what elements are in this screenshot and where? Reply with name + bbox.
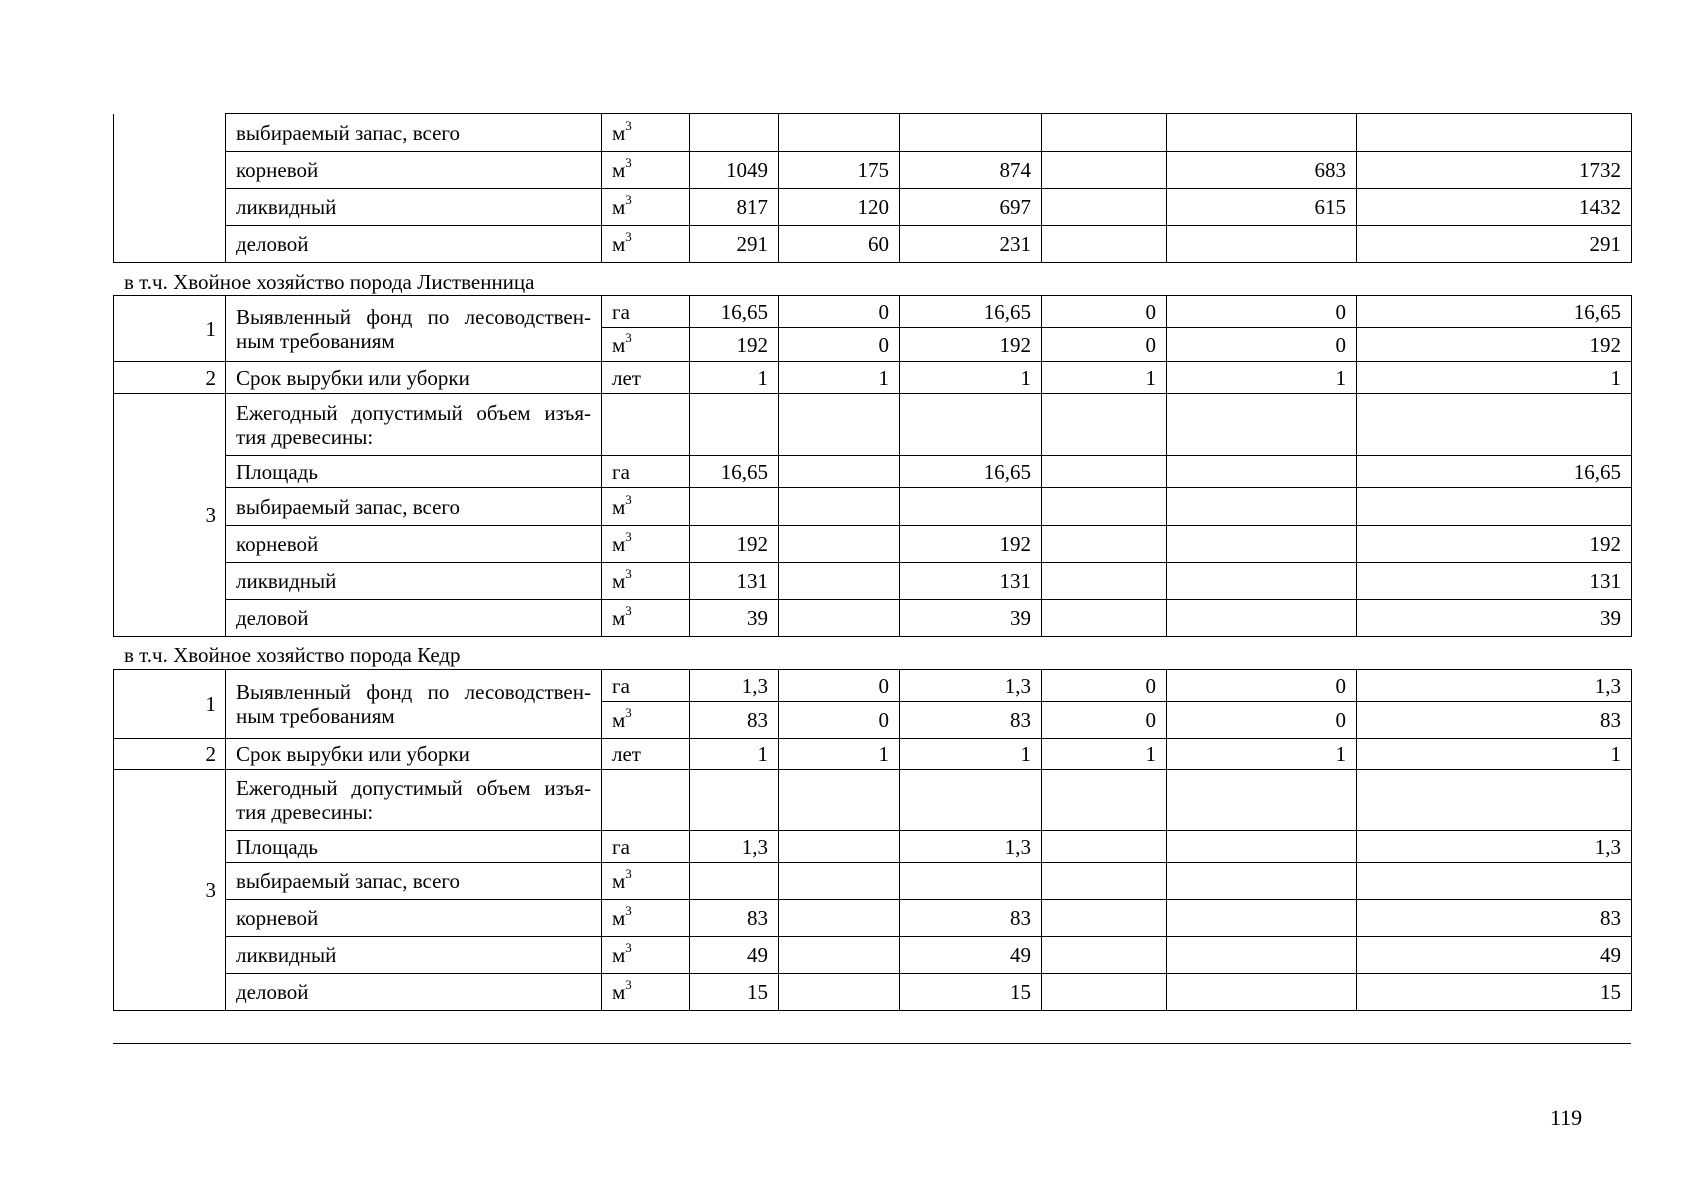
value-cell: [1042, 488, 1167, 526]
value-cell: [1167, 937, 1357, 974]
value-cell: 615: [1167, 189, 1357, 226]
table-row: [114, 600, 1632, 637]
unit-cell: $м^3$: [602, 114, 690, 152]
value-cell: [779, 394, 900, 456]
top-table: [113, 113, 1632, 263]
value-cell: [1042, 152, 1167, 189]
row-label: Выявленный фонд по лесоводствен-ным требованиям: [226, 670, 602, 739]
table-row: [114, 974, 1632, 1011]
value-cell: 16,65: [690, 456, 779, 488]
value-cell: 175: [779, 152, 900, 189]
page-number: 119: [1550, 1105, 1583, 1130]
value-cell: 16,65: [1357, 296, 1632, 328]
table-row: [114, 152, 1632, 189]
value-cell: [779, 488, 900, 526]
unit-cell: $м^3$: [602, 189, 690, 226]
value-cell: [1042, 526, 1167, 563]
value-cell: 39: [900, 600, 1042, 637]
value-cell: [1167, 394, 1357, 456]
value-cell: [779, 526, 900, 563]
table-row: [114, 863, 1632, 900]
row-label: корневой: [226, 152, 602, 189]
value-cell: 1049: [690, 152, 779, 189]
unit-cell: $м^3$: [602, 563, 690, 600]
value-cell: 0: [1167, 328, 1357, 362]
value-cell: [1042, 456, 1167, 488]
value-cell: 291: [690, 226, 779, 263]
table-row: [114, 488, 1632, 526]
value-cell: [900, 863, 1042, 900]
value-cell: 697: [900, 189, 1042, 226]
section-table: [113, 295, 1632, 637]
row-label: ликвидный: [226, 937, 602, 974]
unit-cell: га: [602, 296, 690, 328]
value-cell: [1167, 526, 1357, 563]
value-cell: 49: [1357, 937, 1632, 974]
value-cell: [1167, 114, 1357, 152]
unit-cell: га: [602, 456, 690, 488]
bottom-rule: [113, 1043, 1631, 1044]
value-cell: 49: [900, 937, 1042, 974]
value-cell: 0: [779, 702, 900, 739]
section-table: [113, 669, 1632, 1011]
value-cell: 0: [779, 296, 900, 328]
section-title: в т.ч. Хвойное хозяйство порода Кедр: [124, 643, 461, 667]
row-number: 2: [114, 362, 226, 394]
row-label: выбираемый запас, всего: [226, 863, 602, 900]
value-cell: [1042, 900, 1167, 937]
table-row: [114, 114, 1632, 152]
value-cell: 0: [1042, 328, 1167, 362]
value-cell: [1167, 600, 1357, 637]
value-cell: [1167, 831, 1357, 863]
value-cell: 83: [1357, 900, 1632, 937]
value-cell: [690, 114, 779, 152]
value-cell: 683: [1167, 152, 1357, 189]
value-cell: [779, 770, 900, 831]
row-label: корневой: [226, 900, 602, 937]
value-cell: 1,3: [900, 831, 1042, 863]
value-cell: 60: [779, 226, 900, 263]
unit-cell: $м^3$: [602, 974, 690, 1011]
value-cell: [1167, 488, 1357, 526]
unit-cell: га: [602, 831, 690, 863]
unit-cell: $м^3$: [602, 863, 690, 900]
value-cell: [900, 114, 1042, 152]
value-cell: 192: [1357, 328, 1632, 362]
value-cell: [1042, 937, 1167, 974]
value-cell: [1167, 863, 1357, 900]
value-cell: [900, 488, 1042, 526]
value-cell: 83: [900, 900, 1042, 937]
row-label: ликвидный: [226, 563, 602, 600]
unit-cell: $м^3$: [602, 328, 690, 362]
unit-cell: га: [602, 670, 690, 702]
table-row: [114, 526, 1632, 563]
row-label: выбираемый запас, всего: [226, 114, 602, 152]
value-cell: 15: [690, 974, 779, 1011]
value-cell: 16,65: [900, 456, 1042, 488]
table-row: [114, 563, 1632, 600]
value-cell: 16,65: [900, 296, 1042, 328]
row-label: деловой: [226, 974, 602, 1011]
table-row: [114, 670, 1632, 702]
unit-cell: $м^3$: [602, 488, 690, 526]
value-cell: 39: [1357, 600, 1632, 637]
value-cell: [779, 900, 900, 937]
value-cell: 192: [1357, 526, 1632, 563]
value-cell: 0: [1167, 670, 1357, 702]
unit-cell: $м^3$: [602, 600, 690, 637]
value-cell: 83: [690, 900, 779, 937]
value-cell: 1,3: [690, 831, 779, 863]
value-cell: [1042, 394, 1167, 456]
row-number: 1: [114, 296, 226, 362]
value-cell: [1167, 226, 1357, 263]
value-cell: [1042, 226, 1167, 263]
value-cell: 1732: [1357, 152, 1632, 189]
value-cell: [1357, 394, 1632, 456]
row-label: корневой: [226, 526, 602, 563]
value-cell: [900, 394, 1042, 456]
row-label: Срок вырубки или уборки: [226, 739, 602, 770]
value-cell: 1: [690, 739, 779, 770]
value-cell: [1042, 863, 1167, 900]
table-row: [114, 362, 1632, 394]
value-cell: [779, 114, 900, 152]
value-cell: [1167, 456, 1357, 488]
value-cell: 1,3: [1357, 831, 1632, 863]
value-cell: 192: [690, 526, 779, 563]
table-row: [114, 456, 1632, 488]
table-row: [114, 831, 1632, 863]
row-number: 3: [114, 394, 226, 637]
unit-cell: лет: [602, 739, 690, 770]
value-cell: [779, 831, 900, 863]
value-cell: 83: [1357, 702, 1632, 739]
value-cell: 192: [900, 328, 1042, 362]
value-cell: 83: [690, 702, 779, 739]
row-number-cell: [114, 114, 226, 263]
unit-cell: $м^3$: [602, 702, 690, 739]
value-cell: [1042, 600, 1167, 637]
value-cell: 16,65: [690, 296, 779, 328]
value-cell: [900, 770, 1042, 831]
value-cell: 1: [1357, 739, 1632, 770]
row-number: 2: [114, 739, 226, 770]
row-label: Площадь: [226, 831, 602, 863]
value-cell: [1042, 114, 1167, 152]
value-cell: 49: [690, 937, 779, 974]
value-cell: 120: [779, 189, 900, 226]
value-cell: 0: [1167, 296, 1357, 328]
table-row: [114, 189, 1632, 226]
unit-cell: $м^3$: [602, 226, 690, 263]
value-cell: 231: [900, 226, 1042, 263]
value-cell: [690, 394, 779, 456]
value-cell: [1167, 770, 1357, 831]
value-cell: 1: [1042, 739, 1167, 770]
value-cell: 874: [900, 152, 1042, 189]
table-row: [114, 900, 1632, 937]
value-cell: [690, 488, 779, 526]
unit-cell: $м^3$: [602, 152, 690, 189]
value-cell: 1: [1167, 362, 1357, 394]
value-cell: 0: [1167, 702, 1357, 739]
value-cell: [1357, 488, 1632, 526]
value-cell: [690, 770, 779, 831]
value-cell: 1: [1042, 362, 1167, 394]
value-cell: [1357, 114, 1632, 152]
value-cell: 1: [1357, 362, 1632, 394]
value-cell: [1042, 770, 1167, 831]
value-cell: 15: [900, 974, 1042, 1011]
value-cell: 0: [1042, 670, 1167, 702]
value-cell: 1,3: [1357, 670, 1632, 702]
row-heading: Ежегодный допустимый объем изъя-тия древесины:: [226, 770, 602, 831]
section-title: в т.ч. Хвойное хозяйство порода Лиственница: [124, 270, 535, 294]
row-label: Выявленный фонд по лесоводствен-ным требованиям: [226, 296, 602, 362]
row-heading: Ежегодный допустимый объем изъя-тия древесины:: [226, 394, 602, 456]
value-cell: [779, 456, 900, 488]
value-cell: 1: [779, 739, 900, 770]
unit-cell: [602, 394, 690, 456]
value-cell: [1042, 831, 1167, 863]
value-cell: 1: [1167, 739, 1357, 770]
value-cell: 39: [690, 600, 779, 637]
value-cell: [1357, 863, 1632, 900]
row-label: Срок вырубки или уборки: [226, 362, 602, 394]
table-row: [114, 770, 1632, 831]
value-cell: [690, 863, 779, 900]
value-cell: [1042, 563, 1167, 600]
value-cell: [1042, 189, 1167, 226]
value-cell: 291: [1357, 226, 1632, 263]
table-row: [114, 226, 1632, 263]
value-cell: 0: [1042, 702, 1167, 739]
unit-cell: $м^3$: [602, 937, 690, 974]
row-label: деловой: [226, 600, 602, 637]
value-cell: 1: [779, 362, 900, 394]
row-label: ликвидный: [226, 189, 602, 226]
value-cell: 1,3: [690, 670, 779, 702]
value-cell: [779, 863, 900, 900]
unit-cell: лет: [602, 362, 690, 394]
value-cell: [1167, 900, 1357, 937]
unit-cell: [602, 770, 690, 831]
value-cell: 817: [690, 189, 779, 226]
value-cell: 1: [900, 739, 1042, 770]
unit-cell: $м^3$: [602, 526, 690, 563]
value-cell: [779, 600, 900, 637]
row-label: выбираемый запас, всего: [226, 488, 602, 526]
value-cell: [779, 937, 900, 974]
table-row: [114, 296, 1632, 328]
value-cell: 1,3: [900, 670, 1042, 702]
value-cell: 1: [900, 362, 1042, 394]
value-cell: 0: [779, 670, 900, 702]
table-row: [114, 937, 1632, 974]
value-cell: 131: [690, 563, 779, 600]
table-row: [114, 739, 1632, 770]
value-cell: 131: [900, 563, 1042, 600]
value-cell: 0: [779, 328, 900, 362]
value-cell: [1042, 974, 1167, 1011]
row-label: деловой: [226, 226, 602, 263]
value-cell: 15: [1357, 974, 1632, 1011]
value-cell: 192: [690, 328, 779, 362]
value-cell: 1432: [1357, 189, 1632, 226]
value-cell: 83: [900, 702, 1042, 739]
value-cell: 192: [900, 526, 1042, 563]
value-cell: [1167, 563, 1357, 600]
value-cell: 16,65: [1357, 456, 1632, 488]
value-cell: 0: [1042, 296, 1167, 328]
value-cell: 131: [1357, 563, 1632, 600]
unit-cell: $м^3$: [602, 900, 690, 937]
value-cell: [1357, 770, 1632, 831]
value-cell: [779, 563, 900, 600]
value-cell: 1: [690, 362, 779, 394]
row-label: Площадь: [226, 456, 602, 488]
table-row: [114, 394, 1632, 456]
row-number: 1: [114, 670, 226, 739]
value-cell: [1167, 974, 1357, 1011]
row-number: 3: [114, 770, 226, 1011]
value-cell: [779, 974, 900, 1011]
